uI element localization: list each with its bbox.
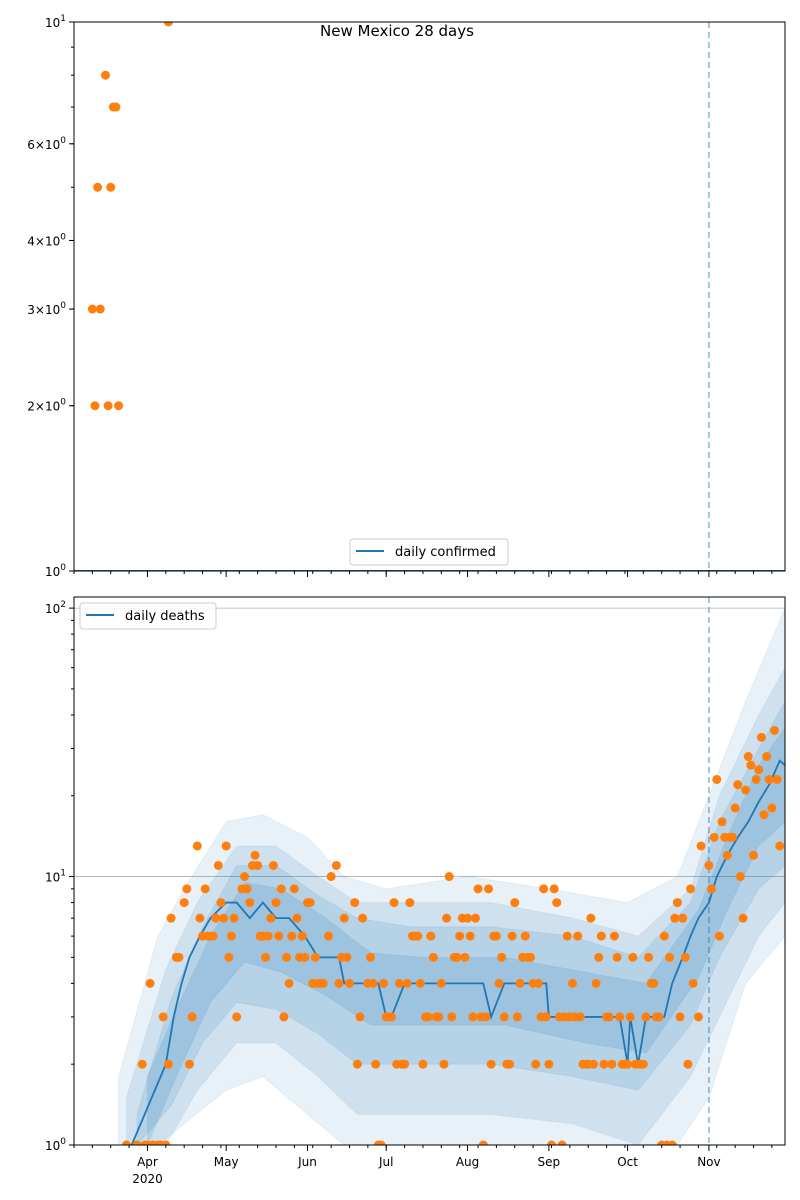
deaths-observed-point — [390, 898, 399, 907]
deaths-observed-point — [230, 914, 239, 923]
deaths-observed-point — [589, 1060, 598, 1069]
deaths-observed-point — [400, 1060, 409, 1069]
deaths-observed-point — [497, 953, 506, 962]
deaths-observed-point — [586, 914, 595, 923]
deaths-ytick-label: $10^1$ — [44, 868, 66, 885]
deaths-observed-point — [463, 914, 472, 923]
confirmed-ytick-label: $2\times 10^0$ — [27, 397, 66, 414]
deaths-observed-point — [293, 914, 302, 923]
deaths-observed-point — [531, 1060, 540, 1069]
confirmed-observed-point — [96, 305, 105, 314]
deaths-observed-point — [277, 884, 286, 893]
deaths-observed-point — [741, 786, 750, 795]
deaths-observed-point — [240, 872, 249, 881]
deaths-observed-point — [689, 979, 698, 988]
confirmed-ytick-label: $3\times 10^0$ — [27, 301, 66, 318]
deaths-observed-point — [660, 932, 669, 941]
deaths-observed-point — [264, 932, 273, 941]
deaths-xtick-label: Aug — [455, 1155, 480, 1169]
deaths-observed-point — [552, 898, 561, 907]
deaths-observed-point — [216, 898, 225, 907]
deaths-observed-point — [319, 979, 328, 988]
deaths-observed-point — [209, 932, 218, 941]
deaths-observed-point — [193, 841, 202, 850]
deaths-observed-point — [188, 1012, 197, 1021]
deaths-observed-point — [613, 953, 622, 962]
deaths-observed-point — [775, 841, 784, 850]
deaths-observed-point — [453, 953, 462, 962]
deaths-observed-point — [526, 953, 535, 962]
deaths-observed-point — [592, 979, 601, 988]
deaths-observed-point — [681, 953, 690, 962]
deaths-observed-point — [510, 898, 519, 907]
deaths-xtick-label: May — [213, 1155, 239, 1169]
deaths-observed-point — [576, 1012, 585, 1021]
deaths-observed-point — [272, 898, 281, 907]
deaths-observed-point — [597, 932, 606, 941]
deaths-observed-point — [282, 953, 291, 962]
deaths-observed-point — [678, 914, 687, 923]
deaths-observed-point — [746, 761, 755, 770]
deaths-observed-point — [563, 932, 572, 941]
deaths-xtick-label: Nov — [697, 1155, 721, 1169]
confirmed-ytick-label: $6\times 10^0$ — [27, 135, 66, 152]
deaths-observed-point — [379, 979, 388, 988]
confirmed-observed-point — [111, 103, 120, 112]
deaths-observed-point — [345, 979, 354, 988]
deaths-observed-point — [445, 872, 454, 881]
deaths-observed-point — [749, 851, 758, 860]
deaths-observed-point — [495, 979, 504, 988]
deaths-legend — [80, 603, 216, 629]
deaths-observed-point — [468, 1012, 477, 1021]
deaths-observed-point — [251, 851, 260, 860]
deaths-observed-point — [164, 1060, 173, 1069]
deaths-observed-point — [550, 884, 559, 893]
deaths-observed-point — [736, 872, 745, 881]
deaths-observed-point — [369, 979, 378, 988]
deaths-observed-point — [395, 979, 404, 988]
deaths-observed-point — [266, 914, 275, 923]
deaths-observed-point — [447, 1012, 456, 1021]
confirmed-observed-point — [114, 401, 123, 410]
deaths-observed-point — [366, 953, 375, 962]
deaths-observed-point — [437, 979, 446, 988]
deaths-observed-point — [665, 953, 674, 962]
deaths-observed-point — [492, 932, 501, 941]
deaths-observed-point — [279, 1012, 288, 1021]
deaths-xtick-year: 2020 — [132, 1172, 163, 1186]
deaths-observed-point — [707, 884, 716, 893]
deaths-observed-point — [767, 804, 776, 813]
deaths-ytick-label: $10^0$ — [44, 1137, 66, 1153]
deaths-observed-point — [195, 914, 204, 923]
deaths-observed-point — [182, 884, 191, 893]
deaths-observed-point — [340, 914, 349, 923]
deaths-observed-point — [599, 1060, 608, 1069]
deaths-observed-point — [484, 884, 493, 893]
deaths-observed-point — [219, 914, 228, 923]
deaths-observed-point — [712, 775, 721, 784]
deaths-observed-point — [762, 752, 771, 761]
deaths-observed-point — [754, 765, 763, 774]
deaths-xtick-label: Sep — [537, 1155, 561, 1169]
deaths-observed-point — [311, 953, 320, 962]
deaths-observed-point — [534, 979, 543, 988]
deaths-observed-point — [300, 953, 309, 962]
deaths-observed-point — [686, 884, 695, 893]
deaths-observed-point — [487, 1060, 496, 1069]
deaths-observed-point — [715, 932, 724, 941]
deaths-observed-point — [146, 979, 155, 988]
deaths-ytick-label: $10^2$ — [44, 600, 66, 617]
deaths-observed-point — [424, 1012, 433, 1021]
deaths-observed-point — [167, 914, 176, 923]
deaths-observed-point — [505, 1060, 514, 1069]
deaths-observed-point — [760, 810, 769, 819]
deaths-observed-point — [418, 1060, 427, 1069]
deaths-observed-point — [471, 914, 480, 923]
deaths-observed-point — [324, 932, 333, 941]
deaths-observed-point — [290, 884, 299, 893]
deaths-observed-point — [350, 898, 359, 907]
deaths-observed-point — [649, 979, 658, 988]
deaths-observed-point — [201, 884, 210, 893]
deaths-observed-point — [287, 932, 296, 941]
deaths-observed-point — [644, 953, 653, 962]
deaths-observed-point — [274, 932, 283, 941]
deaths-observed-point — [508, 932, 517, 941]
deaths-observed-point — [227, 932, 236, 941]
confirmed-ytick-label: $4\times 10^0$ — [27, 232, 66, 249]
deaths-observed-point — [405, 898, 414, 907]
deaths-observed-point — [516, 979, 525, 988]
deaths-observed-point — [442, 914, 451, 923]
deaths-observed-point — [439, 1060, 448, 1069]
deaths-observed-point — [723, 851, 732, 860]
deaths-observed-point — [697, 841, 706, 850]
deaths-observed-point — [718, 817, 727, 826]
deaths-observed-point — [770, 726, 779, 735]
deaths-observed-point — [211, 914, 220, 923]
deaths-observed-point — [605, 1012, 614, 1021]
confirmed-observed-point — [101, 71, 110, 80]
deaths-observed-point — [641, 1012, 650, 1021]
deaths-observed-point — [752, 775, 761, 784]
deaths-observed-point — [731, 804, 740, 813]
deaths-observed-point — [403, 979, 412, 988]
confirmed-ytick-label: $10^0$ — [44, 563, 66, 579]
deaths-legend-label: daily deaths — [125, 609, 205, 624]
deaths-observed-point — [615, 1012, 624, 1021]
deaths-observed-point — [434, 1012, 443, 1021]
deaths-observed-point — [159, 1012, 168, 1021]
deaths-observed-point — [214, 861, 223, 870]
deaths-observed-point — [765, 775, 774, 784]
deaths-observed-point — [710, 833, 719, 842]
chart-title: New Mexico 28 days — [320, 22, 474, 40]
deaths-observed-point — [185, 1060, 194, 1069]
deaths-xtick-label: Oct — [617, 1155, 638, 1169]
confirmed-legend-label: daily confirmed — [395, 545, 496, 560]
deaths-observed-point — [358, 914, 367, 923]
deaths-observed-point — [542, 1012, 551, 1021]
deaths-observed-point — [327, 872, 336, 881]
deaths-observed-point — [269, 861, 278, 870]
deaths-observed-point — [639, 1060, 648, 1069]
deaths-observed-point — [481, 1012, 490, 1021]
deaths-observed-point — [416, 979, 425, 988]
deaths-observed-point — [261, 953, 270, 962]
deaths-observed-point — [355, 1012, 364, 1021]
deaths-observed-point — [387, 1012, 396, 1021]
deaths-observed-point — [500, 1012, 509, 1021]
deaths-xtick-label: Jul — [378, 1155, 394, 1169]
deaths-observed-point — [773, 775, 782, 784]
deaths-observed-point — [138, 1060, 147, 1069]
deaths-observed-point — [353, 1060, 362, 1069]
deaths-xtick-label: Apr — [137, 1155, 158, 1169]
confirmed-legend — [350, 539, 508, 565]
deaths-observed-point — [460, 953, 469, 962]
deaths-observed-point — [243, 884, 252, 893]
confirmed-observed-point — [93, 183, 102, 192]
deaths-observed-point — [180, 898, 189, 907]
deaths-observed-point — [655, 1012, 664, 1021]
deaths-observed-point — [253, 861, 262, 870]
deaths-observed-point — [607, 1060, 616, 1069]
deaths-observed-point — [739, 914, 748, 923]
deaths-observed-point — [628, 953, 637, 962]
deaths-observed-point — [594, 953, 603, 962]
deaths-observed-point — [466, 932, 475, 941]
deaths-observed-point — [298, 932, 307, 941]
deaths-observed-point — [455, 932, 464, 941]
deaths-observed-point — [694, 1012, 703, 1021]
deaths-observed-point — [673, 898, 682, 907]
deaths-xtick-label: Jun — [298, 1155, 317, 1169]
deaths-observed-point — [704, 861, 713, 870]
deaths-observed-point — [245, 898, 254, 907]
deaths-observed-point — [306, 898, 315, 907]
deaths-observed-point — [371, 1060, 380, 1069]
deaths-observed-point — [744, 752, 753, 761]
deaths-observed-point — [626, 1012, 635, 1021]
deaths-observed-point — [670, 914, 679, 923]
deaths-observed-point — [285, 979, 294, 988]
deaths-observed-point — [232, 1012, 241, 1021]
confirmed-observed-point — [104, 401, 113, 410]
deaths-observed-point — [224, 953, 233, 962]
deaths-observed-point — [342, 953, 351, 962]
deaths-observed-point — [573, 932, 582, 941]
deaths-observed-point — [474, 884, 483, 893]
deaths-observed-point — [426, 932, 435, 941]
deaths-observed-point — [728, 833, 737, 842]
deaths-observed-point — [334, 979, 343, 988]
deaths-observed-point — [544, 1060, 553, 1069]
deaths-observed-point — [683, 1060, 692, 1069]
deaths-observed-point — [174, 953, 183, 962]
confirmed-ytick-label: $10^1$ — [44, 14, 66, 30]
deaths-observed-point — [757, 733, 766, 742]
deaths-observed-point — [222, 841, 231, 850]
confirmed-observed-point — [106, 183, 115, 192]
deaths-observed-point — [539, 884, 548, 893]
confirmed-observed-point — [90, 401, 99, 410]
deaths-observed-point — [568, 979, 577, 988]
deaths-observed-point — [413, 932, 422, 941]
deaths-observed-point — [429, 953, 438, 962]
deaths-observed-point — [610, 932, 619, 941]
deaths-observed-point — [733, 780, 742, 789]
deaths-observed-point — [332, 861, 341, 870]
deaths-observed-point — [513, 1012, 522, 1021]
deaths-observed-point — [623, 1060, 632, 1069]
deaths-observed-point — [521, 932, 530, 941]
deaths-observed-point — [676, 1012, 685, 1021]
confirmed-observed-point — [88, 305, 97, 314]
